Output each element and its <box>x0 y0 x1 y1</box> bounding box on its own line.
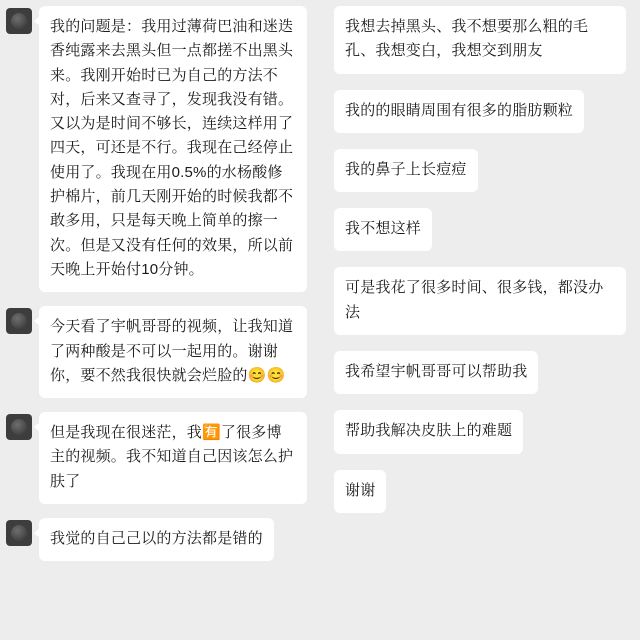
avatar[interactable] <box>6 414 32 440</box>
message-row <box>6 518 308 561</box>
message-row <box>334 149 626 192</box>
message-bubble[interactable]: 我的的眼睛周围有很多的脂肪颗粒 <box>334 90 584 133</box>
message-bubble[interactable]: 谢谢 <box>334 470 386 513</box>
message-row <box>334 267 626 335</box>
message-bubble[interactable]: 我希望宇帆哥哥可以帮助我 <box>334 351 538 394</box>
chat-column-right <box>320 0 640 640</box>
message-bubble[interactable]: 帮助我解决皮肤上的难题 <box>334 410 523 453</box>
message-bubble[interactable]: 我的鼻子上长痘痘 <box>334 149 478 192</box>
message-row <box>334 6 626 74</box>
message-row <box>334 470 626 513</box>
avatar[interactable] <box>6 308 32 334</box>
message-bubble[interactable]: 可是我花了很多时间、很多钱，都没办法 <box>334 267 626 335</box>
message-row <box>334 410 626 453</box>
avatar[interactable] <box>6 520 32 546</box>
message-row <box>334 208 626 251</box>
message-row <box>6 412 308 504</box>
message-row <box>6 6 308 292</box>
message-row <box>6 306 308 398</box>
message-bubble[interactable]: 我想去掉黑头、我不想要那么粗的毛孔、我想变白，我想交到朋友 <box>334 6 626 74</box>
message-row <box>334 90 626 133</box>
message-bubble[interactable]: 但是我现在很迷茫，我🈶了很多博主的视频。我不知道自己因该怎么护肤了 <box>39 412 307 504</box>
message-bubble[interactable]: 我不想这样 <box>334 208 432 251</box>
message-bubble[interactable]: 我觉的自己己以的方法都是错的 <box>39 518 274 561</box>
message-bubble[interactable]: 今天看了宇帆哥哥的视频，让我知道了两种酸是不可以一起用的。谢谢你，要不然我很快就会烂脸的😊😊 <box>39 306 307 398</box>
message-row <box>334 351 626 394</box>
message-bubble[interactable]: 我的问题是：我用过薄荷巴油和迷迭香纯露来去黑头但一点都搓不出黑头来。我刚开始时已为自己的方法不对，后来又查寻了，发现我没有错。又以为是时间不够长，连续这样用了四天，可还是不行。我现在己经停止使用了。我现在用0.5%的水杨酸修护棉片，前几天刚开始的时候我都不敢多用，只是每天晚上简单的擦一次。但是又没有任何的效果，所以前天晚上开始付10分钟。 <box>39 6 307 292</box>
avatar[interactable] <box>6 8 32 34</box>
